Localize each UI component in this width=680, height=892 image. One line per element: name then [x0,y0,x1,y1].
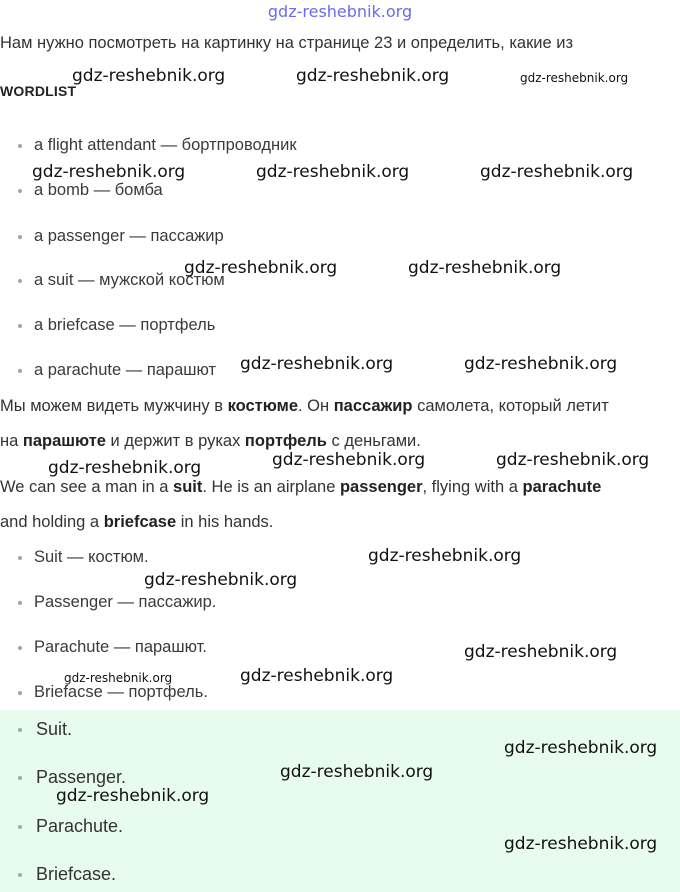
bullet-icon [18,825,22,829]
watermark: gdz-reshebnik.org [480,162,634,182]
watermark: gdz-reshebnik.org [64,671,173,685]
bullet-icon [18,556,22,560]
watermark: gdz-reshebnik.org [56,786,210,806]
wordlist-item: a passenger — пассажир [18,227,224,246]
translation-item: Parachute — парашют. [18,638,207,657]
watermark: gdz-reshebnik.org [504,738,658,758]
answer-item: Suit. [18,719,72,740]
english-paragraph-line-2: and holding a briefcase in his hands. [0,513,274,531]
watermark: gdz-reshebnik.org [240,666,394,686]
wordlist-item: a bomb — бомба [18,181,163,200]
watermark: gdz-reshebnik.org [272,450,426,470]
watermark: gdz-reshebnik.org [408,258,562,278]
bullet-icon [18,691,22,695]
watermark: gdz-reshebnik.org [464,642,618,662]
wordlist-item: a suit — мужской костюм [18,271,225,290]
answer-item: Passenger. [18,767,126,788]
translation-item: Passenger — пассажир. [18,593,216,612]
bullet-icon [18,646,22,650]
bullet-icon [18,728,22,732]
bullet-icon [18,235,22,239]
bullet-icon [18,189,22,193]
site-header-link[interactable]: gdz-reshebnik.org [267,2,413,21]
bullet-icon [18,324,22,328]
watermark: gdz-reshebnik.org [296,66,450,86]
intro-text: Нам нужно посмотреть на картинку на странице 23 и определить, какие из [0,34,574,52]
english-paragraph-line-1: We can see a man in a suit. He is an airplane passenger, flying with a parachute [0,478,602,496]
watermark: gdz-reshebnik.org [48,458,202,478]
watermark: gdz-reshebnik.org [256,162,410,182]
watermark: gdz-reshebnik.org [504,834,658,854]
watermark: gdz-reshebnik.org [496,450,650,470]
translation-item: Suit — костюм. [18,548,149,567]
watermark: gdz-reshebnik.org [72,66,226,86]
bullet-icon [18,279,22,283]
russian-paragraph-line-1: Мы можем видеть мужчину в костюме. Он пассажир самолета, который летит [0,397,609,415]
translation-item: Briefacse — портфель. [18,683,208,702]
wordlist-item: a flight attendant — бортпроводник [18,136,297,155]
watermark: gdz-reshebnik.org [368,546,522,566]
bullet-icon [18,144,22,148]
watermark: gdz-reshebnik.org [280,762,434,782]
bullet-icon [18,369,22,373]
watermark: gdz-reshebnik.org [32,162,186,182]
watermark: gdz-reshebnik.org [144,570,298,590]
watermark: gdz-reshebnik.org [520,71,629,85]
bullet-icon [18,873,22,877]
watermark: gdz-reshebnik.org [184,258,338,278]
russian-paragraph-line-2: на парашюте и держит в руках портфель с деньгами. [0,432,421,450]
watermark: gdz-reshebnik.org [464,354,618,374]
wordlist-heading: WORDLIST [0,83,77,99]
answer-item: Briefcase. [18,864,116,885]
bullet-icon [18,601,22,605]
answer-item: Parachute. [18,816,123,837]
wordlist-item: a parachute — парашют [18,361,216,380]
wordlist-item: a briefcase — портфель [18,316,215,335]
bullet-icon [18,776,22,780]
watermark: gdz-reshebnik.org [240,354,394,374]
